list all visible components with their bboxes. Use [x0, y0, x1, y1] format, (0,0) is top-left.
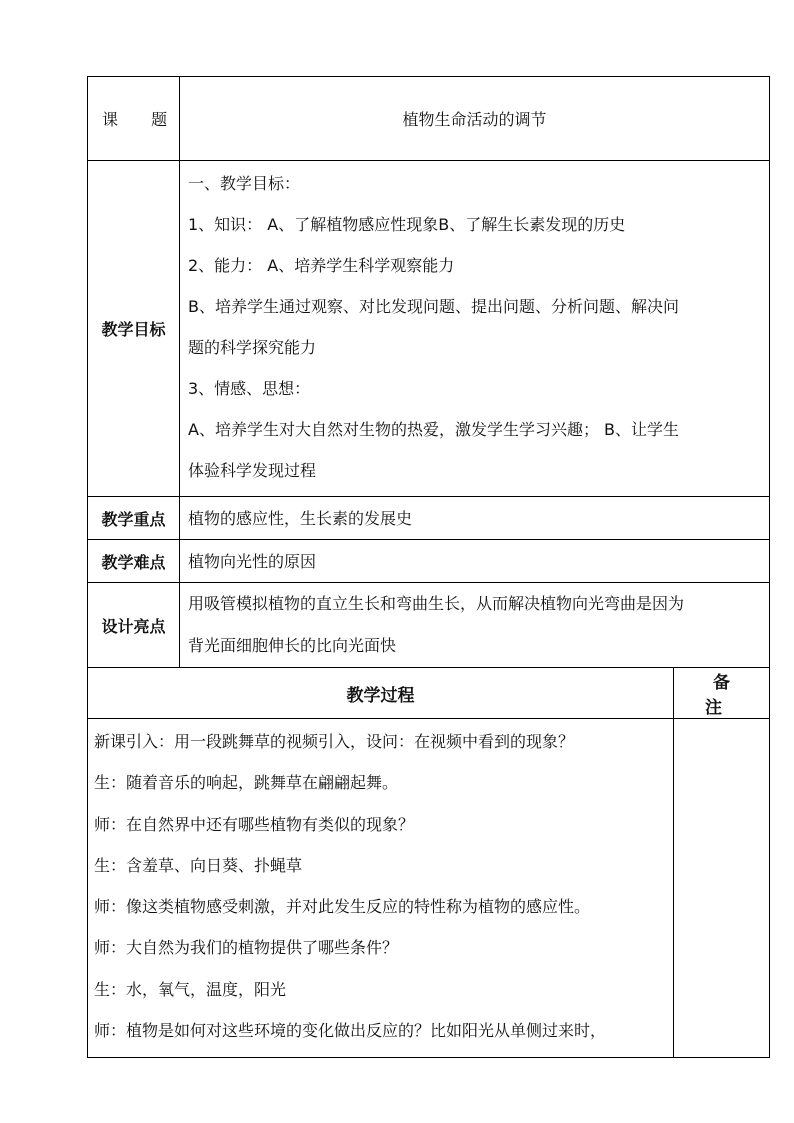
focus-label: 教学重点	[88, 497, 180, 540]
difficulty-text: 植物向光性的原因	[188, 551, 317, 571]
design-line: 背光面细胞伸长的比向光面快	[188, 636, 397, 655]
topic-row	[88, 77, 770, 161]
focus-row	[88, 497, 770, 540]
goals-line: 题的科学探究能力	[188, 338, 317, 357]
difficulty-label: 教学难点	[88, 540, 180, 583]
goals-line: A、培养学生对大自然对生物的热爱，激发学生学习兴趣； B、让学生	[188, 420, 680, 439]
process-line: 生：随着音乐的响起，跳舞草在翩翩起舞。	[94, 773, 399, 793]
design-row	[88, 583, 770, 668]
design-label: 设计亮点	[88, 583, 180, 668]
design-line: 用吸管模拟植物的直立生长和弯曲生长，从而解决植物向光弯曲是因为	[188, 594, 685, 613]
process-line: 师：植物是如何对这些环境的变化做出反应的？比如阳光从单侧过来时，	[94, 1021, 607, 1041]
process-header: 教学过程	[88, 668, 674, 719]
process-header-row	[88, 668, 770, 719]
process-line: 师：像这类植物感受刺激，并对此发生反应的特性称为植物的感应性。	[94, 897, 591, 917]
focus-text: 植物的感应性，生长素的发展史	[188, 508, 413, 528]
process-line: 师：大自然为我们的植物提供了哪些条件？	[94, 938, 399, 958]
goals-line: 一、教学目标：	[188, 174, 301, 193]
goals-label: 教学目标	[88, 161, 180, 497]
process-line: 生：水，氧气，温度，阳光	[94, 979, 287, 999]
lesson-plan-table	[87, 76, 770, 1058]
goals-line: 3、情感、思想：	[188, 379, 311, 398]
topic-value: 植物生命活动的调节	[180, 77, 770, 161]
notes-header: 备 注	[674, 668, 770, 719]
goals-line: B、培养学生通过观察、对比发现问题、提出问题、分析问题、解决问	[188, 297, 679, 316]
process-content	[88, 719, 674, 1058]
process-line: 新课引入：用一段跳舞草的视频引入，设问：在视频中看到的现象？	[94, 732, 575, 751]
process-line: 师：在自然界中还有哪些植物有类似的现象？	[94, 814, 415, 834]
goals-row	[88, 161, 770, 497]
notes-cell	[674, 719, 770, 1058]
goals-content	[180, 161, 770, 497]
goals-line: 体验科学发现过程	[188, 461, 317, 480]
goals-line: 1、知识： A、了解植物感应性现象B、了解生长素发现的历史	[188, 215, 626, 234]
topic-label: 课 题	[88, 77, 180, 161]
difficulty-value	[180, 540, 770, 583]
process-line: 生：含羞草、向日葵、扑蝇草	[94, 855, 303, 875]
process-row	[88, 719, 770, 1058]
goals-line: 2、能力： A、培养学生科学观察能力	[188, 256, 455, 275]
difficulty-row	[88, 540, 770, 583]
design-content	[180, 583, 770, 668]
focus-value	[180, 497, 770, 540]
